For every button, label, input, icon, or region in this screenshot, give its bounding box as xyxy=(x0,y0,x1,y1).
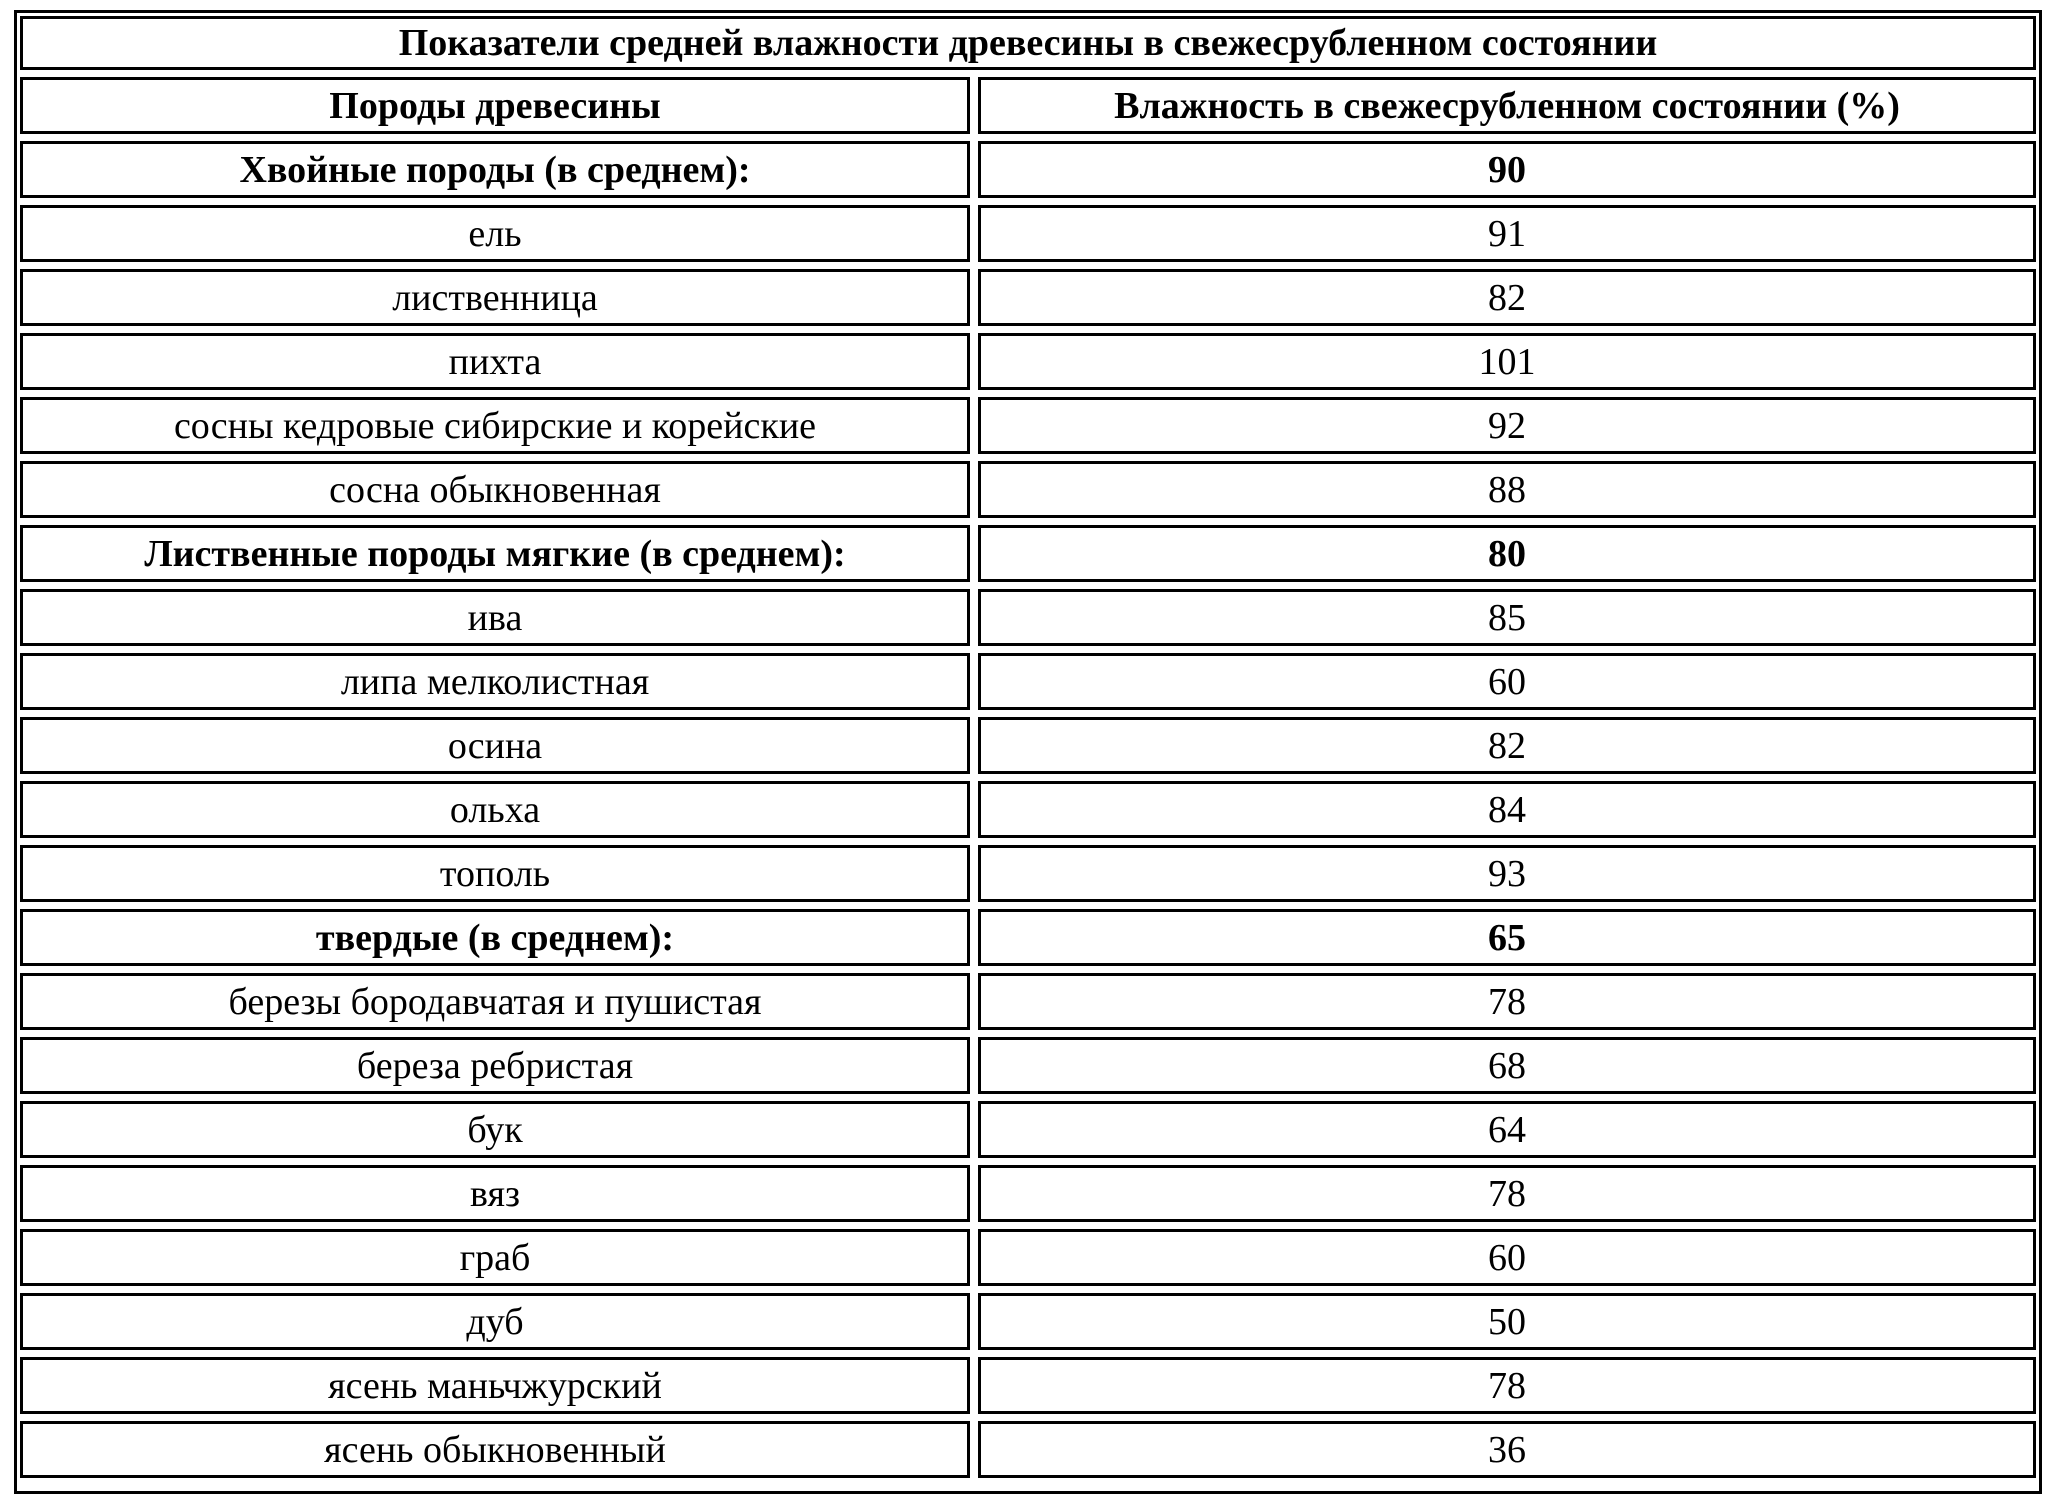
table-row xyxy=(20,461,2036,518)
table-header-row xyxy=(20,77,2036,134)
cell-moisture: 64 xyxy=(978,1101,2036,1158)
cell-species: твердые (в среднем): xyxy=(20,909,970,966)
cell-species: липа мелколистная xyxy=(20,653,970,710)
cell-species: пихта xyxy=(20,333,970,390)
cell-species: ива xyxy=(20,589,970,646)
table-row xyxy=(20,397,2036,454)
table-title: Показатели средней влажности древесины в свежесрубленном состоянии xyxy=(20,16,2036,70)
table-row xyxy=(20,141,2036,198)
cell-moisture: 68 xyxy=(978,1037,2036,1094)
cell-moisture: 78 xyxy=(978,1357,2036,1414)
cell-moisture: 36 xyxy=(978,1421,2036,1478)
cell-species: дуб xyxy=(20,1293,970,1350)
cell-moisture: 101 xyxy=(978,333,2036,390)
table-row xyxy=(20,1293,2036,1350)
cell-species: ольха xyxy=(20,781,970,838)
table-row xyxy=(20,717,2036,774)
cell-moisture: 91 xyxy=(978,205,2036,262)
table-row xyxy=(20,973,2036,1030)
cell-species: Лиственные породы мягкие (в среднем): xyxy=(20,525,970,582)
cell-moisture: 82 xyxy=(978,717,2036,774)
cell-species: сосны кедровые сибирские и корейские xyxy=(20,397,970,454)
table-row xyxy=(20,1165,2036,1222)
cell-species: сосна обыкновенная xyxy=(20,461,970,518)
table-row xyxy=(20,589,2036,646)
header-species: Породы древесины xyxy=(20,77,970,134)
cell-species: ель xyxy=(20,205,970,262)
table-row xyxy=(20,1101,2036,1158)
table-row xyxy=(20,525,2036,582)
cell-moisture: 93 xyxy=(978,845,2036,902)
table-row xyxy=(20,781,2036,838)
cell-species: тополь xyxy=(20,845,970,902)
table-row xyxy=(20,909,2036,966)
cell-moisture: 80 xyxy=(978,525,2036,582)
cell-moisture: 60 xyxy=(978,653,2036,710)
table-row xyxy=(20,1357,2036,1414)
cell-species: березы бородавчатая и пушистая xyxy=(20,973,970,1030)
cell-moisture: 92 xyxy=(978,397,2036,454)
table-row xyxy=(20,1229,2036,1286)
cell-species: Хвойные породы (в среднем): xyxy=(20,141,970,198)
cell-moisture: 88 xyxy=(978,461,2036,518)
table-row xyxy=(20,1421,2036,1478)
cell-species: бук xyxy=(20,1101,970,1158)
cell-moisture: 82 xyxy=(978,269,2036,326)
cell-species: лиственница xyxy=(20,269,970,326)
cell-moisture: 60 xyxy=(978,1229,2036,1286)
cell-species: вяз xyxy=(20,1165,970,1222)
table-row xyxy=(20,653,2036,710)
cell-moisture: 65 xyxy=(978,909,2036,966)
cell-species: береза ребристая xyxy=(20,1037,970,1094)
table-row xyxy=(20,269,2036,326)
header-moisture: Влажность в свежесрубленном состоянии (%) xyxy=(978,77,2036,134)
table-row xyxy=(20,333,2036,390)
cell-species: ясень обыкновенный xyxy=(20,1421,970,1478)
table-row xyxy=(20,205,2036,262)
cell-species: осина xyxy=(20,717,970,774)
cell-moisture: 78 xyxy=(978,973,2036,1030)
cell-moisture: 85 xyxy=(978,589,2036,646)
cell-moisture: 50 xyxy=(978,1293,2036,1350)
cell-moisture: 78 xyxy=(978,1165,2036,1222)
cell-moisture: 84 xyxy=(978,781,2036,838)
table-row xyxy=(20,845,2036,902)
cell-moisture: 90 xyxy=(978,141,2036,198)
table-row xyxy=(20,1037,2036,1094)
cell-species: ясень маньчжурский xyxy=(20,1357,970,1414)
cell-species: граб xyxy=(20,1229,970,1286)
